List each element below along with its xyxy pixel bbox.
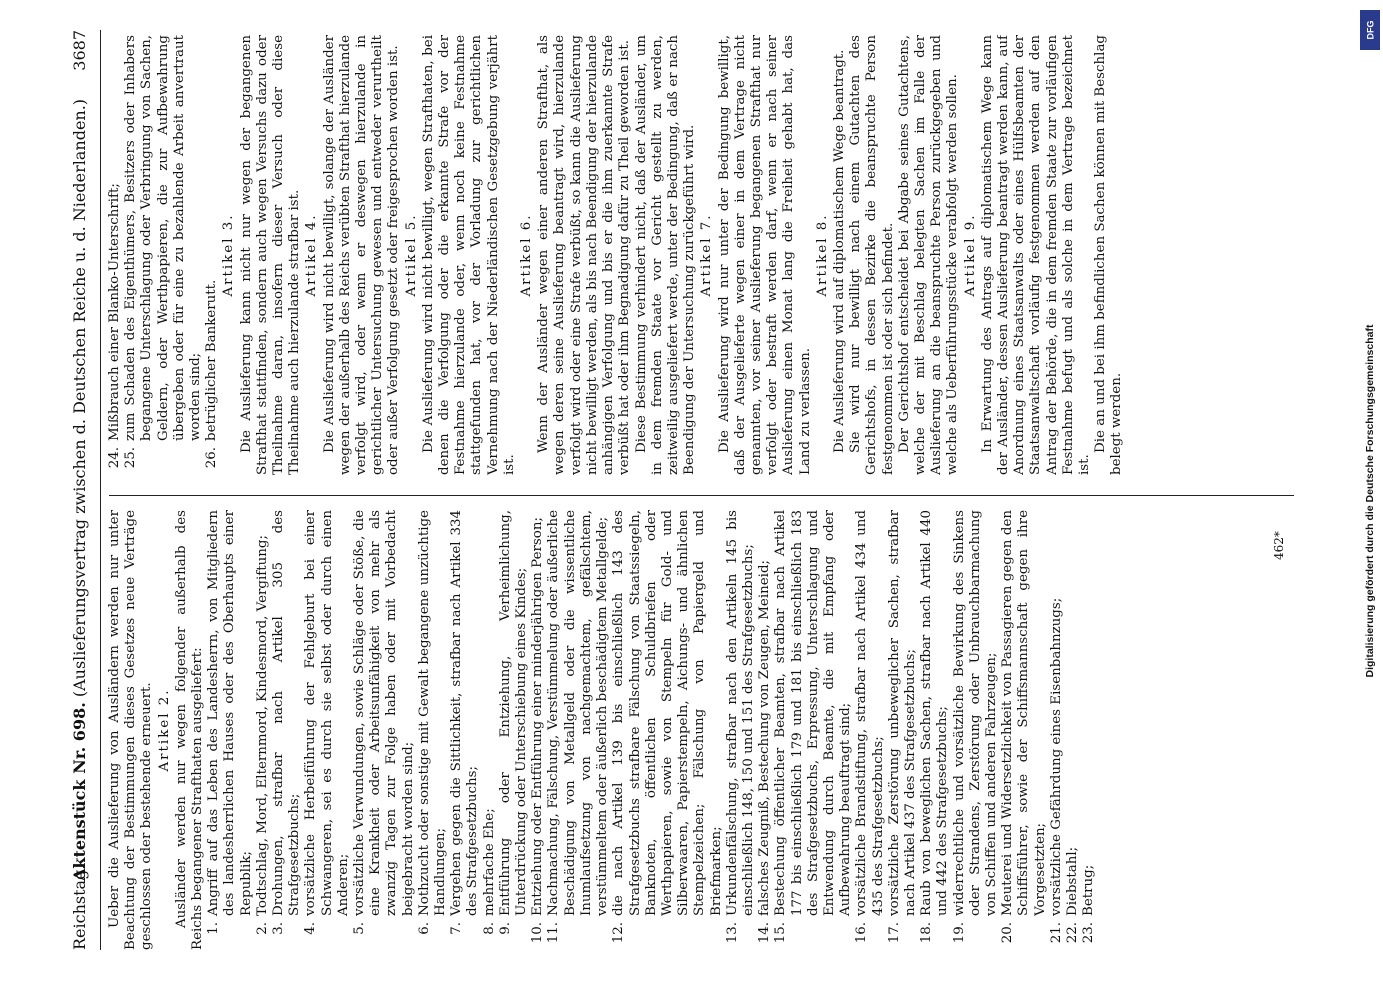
article-paragraph: Die Auslieferung kann nicht nur wegen der begangenen Strafthat stattfinden, sondern auch wegen Versuchs dazu oder Theilnahme daran, insofern dieser Versuch oder diese Theilnahme auch hierzulande strafbar ist. bbox=[238, 35, 303, 475]
list-item bbox=[498, 510, 530, 950]
item-text: vorsätzliche Zerstörung unbeweglicher Sachen, strafbar nach Artikel 437 des Strafgesetzbuchs; bbox=[886, 510, 918, 916]
list-item bbox=[204, 35, 220, 475]
item-number: 18. bbox=[919, 922, 935, 944]
article-heading: Artikel 7. bbox=[699, 213, 715, 297]
item-number: 26. bbox=[204, 447, 220, 469]
list-item bbox=[887, 510, 919, 950]
list-item bbox=[352, 510, 417, 950]
article-heading: Artikel 6. bbox=[519, 213, 535, 297]
header-title-bold: Aktenstück Nr. 698. bbox=[70, 702, 89, 882]
item-number: 3. bbox=[271, 922, 287, 935]
list-item bbox=[482, 510, 498, 950]
list-item bbox=[952, 510, 1001, 950]
item-number: 14. bbox=[757, 922, 773, 944]
article-heading: Artikel 5. bbox=[403, 213, 419, 297]
list-item bbox=[611, 510, 724, 950]
list-item bbox=[1049, 510, 1065, 950]
dfg-logo bbox=[1360, 10, 1380, 50]
item-text: die nach Artikel 139 bis einschließlich 143 des Strafgesetzbuchs strafbare Fälschung von Staatssiegeln, Banknoten, öffentlichen Schuldbriefen oder Werthpapieren, sowie von Stempeln für Gold- und Silberwaaren, Papierstempeln, Aichungs- und ähnlichen Stempelzeichen; Fälschung von Papiergeld und Briefmarken; bbox=[611, 510, 724, 916]
item-text: Entführung oder Entziehung, Verheimlichung, Unterdrückung oder Unterschiebung eines Kindes; bbox=[497, 510, 530, 916]
item-number: 8. bbox=[481, 922, 497, 935]
item-number: 22. bbox=[1064, 922, 1080, 944]
item-text: Diebstahl; bbox=[1064, 846, 1080, 916]
list-item bbox=[530, 510, 546, 950]
item-number: 6. bbox=[416, 922, 432, 935]
item-number: 21. bbox=[1048, 922, 1064, 944]
list-item bbox=[303, 510, 352, 950]
item-number: 12. bbox=[611, 922, 627, 944]
item-number: 9. bbox=[497, 922, 513, 935]
item-number: 4. bbox=[303, 922, 319, 935]
item-text: Betrug; bbox=[1081, 864, 1097, 916]
list-item bbox=[1081, 510, 1097, 950]
item-number: 24. bbox=[107, 447, 122, 469]
item-number: 16. bbox=[854, 922, 870, 944]
digitization-credit bbox=[1358, 6, 1382, 996]
item-text: Nachmachung, Fälschung, Verstümmelung oder äußerliche Beschädigung von Metallgeld oder die wissentliche Inumlaufsetzung von nachgemachtem, gefälschtem, verstümmeltem oder äußerlich beschädigtem Metallgelde; bbox=[546, 510, 611, 916]
article-paragraph: Die Auslieferung wird nicht bewilligt, solange der Ausländer wegen der außerhalb des Reichs verübten Strafthat hierzulande verfolgt wird, oder wenn er deswegen hierzulande in gerichtlicher Untersuchung gewesen und entweder verurtheilt oder außer Verfolgung gesetzt oder freigesprochen worden ist. bbox=[321, 35, 402, 475]
item-number: 17. bbox=[886, 922, 902, 944]
article-paragraph: Die Auslieferung wird auf diplomatischem Wege beantragt. bbox=[831, 49, 847, 453]
list-item bbox=[919, 510, 951, 950]
item-text: zum Schaden des Eigenthümers, Besitzers oder Inhabers begangene Unterschlagung oder Verbringung von Sachen, Geldern, oder Werthpapieren, die zur Aufbewahrung übergeben oder für eine zu bezahlende Arbeit anvertraut worden sind; bbox=[123, 35, 204, 441]
offense-list bbox=[206, 510, 1097, 950]
article-paragraph: Sie wird nur bewilligt nach einem Gutachten des Gerichtshofs, in dessen Bezirke die beanspruchte Person festgenommen ist oder sich befindet. bbox=[848, 35, 896, 475]
list-item bbox=[206, 510, 255, 950]
list-item bbox=[271, 510, 303, 950]
item-number: 19. bbox=[951, 922, 967, 944]
item-text: vorsätzliche Herbeiführung der Fehlgeburt bei einer Schwangeren, sei es durch sie selbst oder durch einen Anderen; bbox=[303, 510, 351, 916]
list-item bbox=[546, 510, 611, 950]
item-text: Raub von beweglichen Sachen, strafbar nach Artikel 440 und 442 des Strafgesetzbuchs; bbox=[919, 510, 951, 916]
column-right bbox=[107, 35, 1307, 475]
article-paragraph: Wenn der Ausländer wegen einer anderen Strafthat, als wegen deren seine Auslieferung beantragt wird, hierzulande verfolgt wird oder eine Strafe verbüßt, so kann die Auslieferung nicht bewilligt werden, als bis nach Beendigung der hierzulande anhängigen Verfolgung und bis er die ihm zuerkannte Strafe verbüßt hat oder ihm Begnadigung dafür zu Theil geworden ist. bbox=[536, 35, 633, 475]
item-text: vorsätzliche Verwundungen, sowie Schläge oder Stöße, die eine Krankheit oder Arbeitsunfähigkeit von mehr als zwanzig Tagen zur Folge haben oder mit Vorbedacht beigebracht worden sind; bbox=[352, 510, 416, 916]
list-item bbox=[1065, 510, 1081, 950]
list-item bbox=[107, 35, 123, 475]
list-item bbox=[773, 510, 854, 950]
item-text: Entziehung oder Entführung einer minderjährigen Person; bbox=[530, 517, 546, 916]
column-left bbox=[107, 510, 1307, 950]
header-title bbox=[72, 30, 88, 950]
item-text: Vergehen gegen die Sittlichkeit, strafbar nach Artikel 334 des Strafgesetzbuchs; bbox=[449, 510, 481, 916]
item-number: 10. bbox=[530, 922, 546, 944]
column-divider bbox=[109, 495, 1294, 496]
item-number: 25. bbox=[123, 447, 139, 469]
item-text: Nothzucht oder sonstige mit Gewalt begangene unzüchtige Handlungen; bbox=[416, 510, 449, 916]
credit-text: Digitalisierung gefördert durch die Deutsche Forschungsgemeinschaft bbox=[1364, 324, 1376, 678]
item-text: Angriff auf das Leben des Landesherrn, von Mitgliedern des landesherrlichen Hauses oder des Oberhaupts einer Republik; bbox=[206, 510, 254, 916]
item-text: falsches Zeugniß, Bestechung von Zeugen, Meineid; bbox=[757, 559, 773, 916]
article-paragraph: Die an und bei ihm befindlichen Sachen können mit Beschlag belegt werden. bbox=[1093, 35, 1125, 475]
dfg-logo-text: DFG bbox=[1365, 20, 1375, 40]
article-heading: Artikel 9. bbox=[962, 213, 978, 297]
intro-paragraph: Ueber die Auslieferung von Ausländern werden nur unter Beachtung der Bestimmungen dieses Gesetzes neue Verträge geschlossen oder bestehende erneuert. bbox=[107, 510, 155, 950]
list-item bbox=[123, 35, 204, 475]
list-item bbox=[725, 510, 757, 950]
item-number: 7. bbox=[449, 922, 465, 935]
item-number: 2. bbox=[254, 922, 270, 935]
item-text: Drohungen, strafbar nach Artikel 305 des Strafgesetzbuchs; bbox=[271, 510, 303, 916]
signature-mark: 462* bbox=[1272, 531, 1286, 560]
article-paragraph: Diese Bestimmung verhindert nicht, daß der Ausländer, um in dem fremden Staate vor Gericht gestellt zu werden, zeitweilig ausgeliefert werde, unter der Bedingung, daß er nach Beendigung der Untersuchung zurückgeführt wird. bbox=[633, 35, 698, 475]
article-heading: Artikel 2. bbox=[156, 688, 172, 772]
list-item bbox=[449, 510, 481, 950]
item-text: Urkundenfälschung, strafbar nach den Artikeln 145 bis einschließlich 148, 150 und 151 des Strafgesetzbuchs; bbox=[724, 510, 756, 916]
article-heading: Artikel 8. bbox=[814, 213, 830, 297]
offense-list-continued bbox=[107, 35, 220, 475]
list-item bbox=[854, 510, 886, 950]
article-paragraph: In Erwartung des Antrags auf diplomatischem Wege kann der Ausländer, dessen Auslieferung beantragt werden kann, auf Anordnung eines Staatsanwalts oder eines Hülfsbeamten der Staatsanwaltschaft vorläufig festgenommen werden auf den Antrag der Behörde, die in dem fremden Staate zur vorläufigen Festnahme befugt und als solche in dem Vertrage bezeichnet ist. bbox=[979, 35, 1092, 475]
item-number: 11. bbox=[546, 922, 562, 944]
item-text: mehrfache Ehe; bbox=[481, 808, 497, 916]
list-item bbox=[417, 510, 449, 950]
header-title-rest: (Auslieferungsvertrag zwischen d. Deutschen Reiche u. d. Niederlanden.) bbox=[70, 98, 89, 698]
item-number: 13. bbox=[724, 922, 740, 944]
article-paragraph: Die Auslieferung wird nicht bewilligt, wegen Strafthaten, bei denen die Verfolgung oder die erkannte Strafe vor der Festnahme hierzulande oder, wenn noch keine Festnahme stattgefunden hat, vor der Vorladung zur gerichtlichen Vernehmung nach der Niederländischen Gesetzgebung verjährt ist. bbox=[420, 35, 517, 475]
rotated-document-page bbox=[41, 20, 1341, 980]
list-item bbox=[255, 510, 271, 950]
item-text: Bestechung öffentlicher Beamten, strafbar nach Artikel 177 bis einschließlich 179 und 181 bis einschließlich 183 des Strafgesetzbuchs, Erpressung, Unterschlagung und Entwendung durch Beamte, die mit Empfang oder Aufbewahrung beauftragt sind; bbox=[773, 510, 854, 916]
list-item bbox=[757, 510, 773, 950]
article-heading: Artikel 4. bbox=[304, 213, 320, 297]
item-text: vorsätzliche Brandstiftung, strafbar nach Artikel 434 und 435 des Strafgesetzbuchs; bbox=[854, 510, 886, 916]
article-paragraph: Ausländer werden nur wegen folgender außerhalb des Reichs begangener Strafthaten ausgeliefert: bbox=[173, 510, 206, 950]
item-text: Mißbrauch einer Blanko-Unterschrift; bbox=[107, 183, 122, 441]
article-paragraph: Die Auslieferung wird nur unter der Bedingung bewilligt, daß der Ausgelieferte wegen einer in dem Vertrage nicht genannten, vor seiner Auslieferung begangenen Strafthat nur verfolgt oder bestraft werden darf, wenn er nach seiner Auslieferung einen Monat lang die Freiheit gehabt hat, das Land zu verlassen. bbox=[716, 35, 813, 475]
item-text: betrüglicher Bankerutt. bbox=[204, 279, 220, 441]
list-item bbox=[1000, 510, 1049, 950]
item-text: vorsätzliche Gefährdung eines Eisenbahnzugs; bbox=[1048, 597, 1064, 916]
article-paragraph: Der Gerichtshof entscheidet bei Abgabe seines Gutachtens, welche der mit Beschlag belegten Sachen im Falle der Auslieferung an die beanspruchte Person zurückgegeben und welche als Ueberführungsstücke verabfolgt werden sollen. bbox=[896, 35, 961, 475]
item-text: Todtschlag, Mord, Elternmord, Kindesmord, Vergiftung; bbox=[254, 535, 270, 916]
page-number: 3687 bbox=[70, 30, 89, 71]
item-number: 5. bbox=[352, 922, 368, 935]
article-heading: Artikel 3. bbox=[221, 213, 237, 297]
item-number: 23. bbox=[1081, 922, 1097, 944]
page-header bbox=[66, 30, 101, 950]
header-left: Reichstag. bbox=[70, 864, 89, 950]
item-text: Meuterei und Widersetzlichkeit von Passagieren gegen den Schiffsführer, sowie der Schiffsmannschaft gegen ihre Vorgesetzten; bbox=[1000, 510, 1048, 916]
item-text: widerrechtliche und vorsätzliche Bewirkung des Sinkens oder Strandens, Zerstörung oder Unbrauchbarmachung von Schiffen und anderen Fahrzeugen; bbox=[951, 510, 999, 916]
item-number: 20. bbox=[1000, 922, 1016, 944]
item-number: 1. bbox=[206, 922, 222, 935]
item-number: 15. bbox=[773, 922, 789, 944]
